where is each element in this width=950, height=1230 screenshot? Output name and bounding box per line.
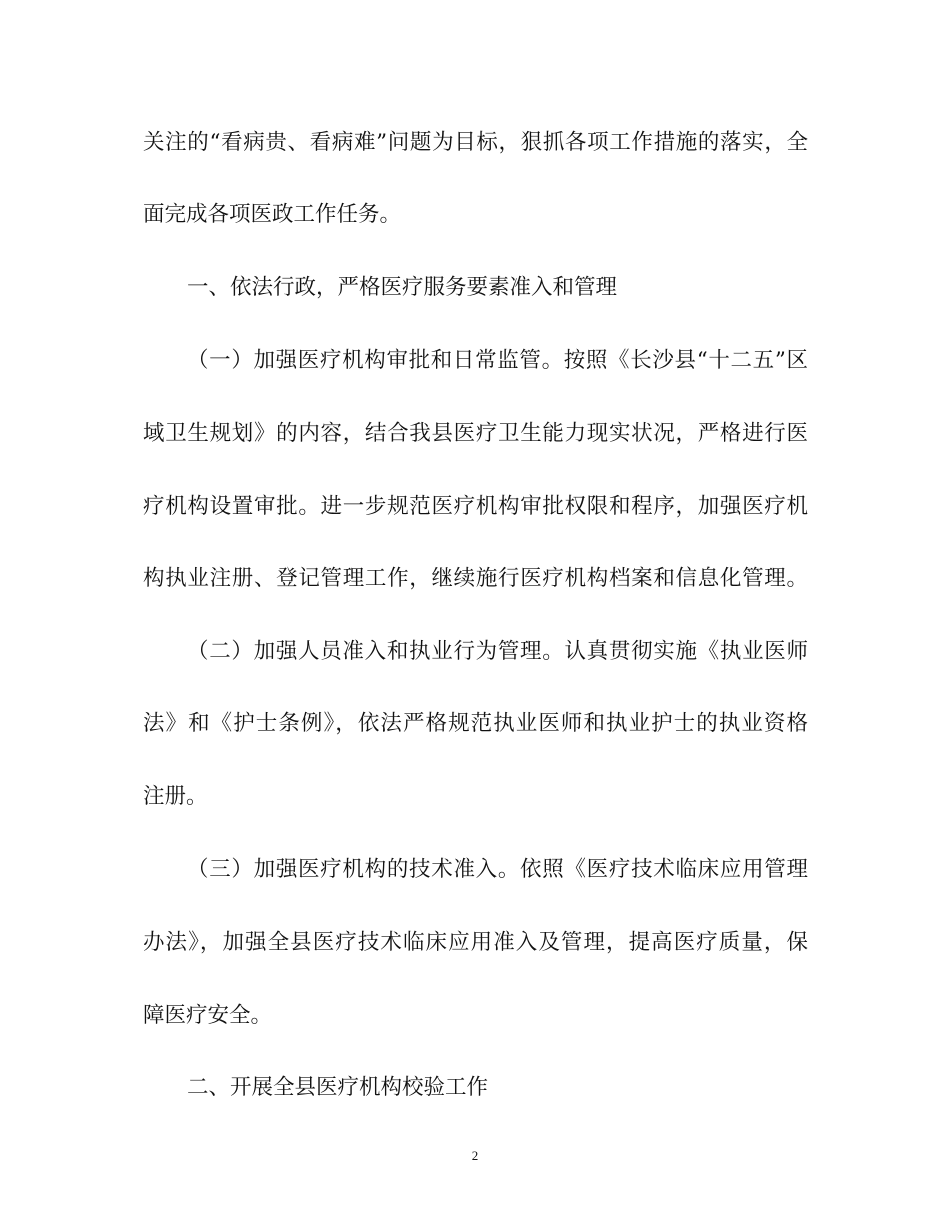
subsection-heading-line: （二）加强人员准入和执业行为管理。认真贯彻实施《执业医师 (187, 639, 808, 664)
subsection-heading-line: （一）加强医疗机构审批和日常监管。按照《长沙县“十二五”区 (187, 348, 808, 373)
section-heading: 二、开展全县医疗机构校验工作 (187, 1075, 489, 1100)
body-text-line: 注册。 (143, 784, 208, 809)
body-text-line: 关注的“看病贵、看病难”问题为目标，狠抓各项工作措施的落实，全 (143, 130, 808, 155)
body-text-line: 域卫生规划》的内容，结合我县医疗卫生能力现实状况，严格进行医 (143, 421, 808, 446)
body-text-line: 障医疗安全。 (143, 1003, 273, 1028)
body-text-line: 办法》，加强全县医疗技术临床应用准入及管理，提高医疗质量，保 (143, 930, 808, 955)
body-text-line: 构执业注册、登记管理工作，继续施行医疗机构档案和信息化管理。 (143, 566, 808, 591)
page-number: 2 (471, 1148, 479, 1163)
subsection-heading-line: （三）加强医疗机构的技术准入。依照《医疗技术临床应用管理 (187, 857, 808, 882)
section-heading: 一、依法行政，严格医疗服务要素准入和管理 (187, 275, 618, 300)
body-text-line: 法》和《护士条例》，依法严格规范执业医师和执业护士的执业资格 (143, 711, 808, 736)
body-text-line: 面完成各项医政工作任务。 (143, 202, 402, 227)
body-text-line: 疗机构设置审批。进一步规范医疗机构审批权限和程序，加强医疗机 (143, 494, 808, 519)
